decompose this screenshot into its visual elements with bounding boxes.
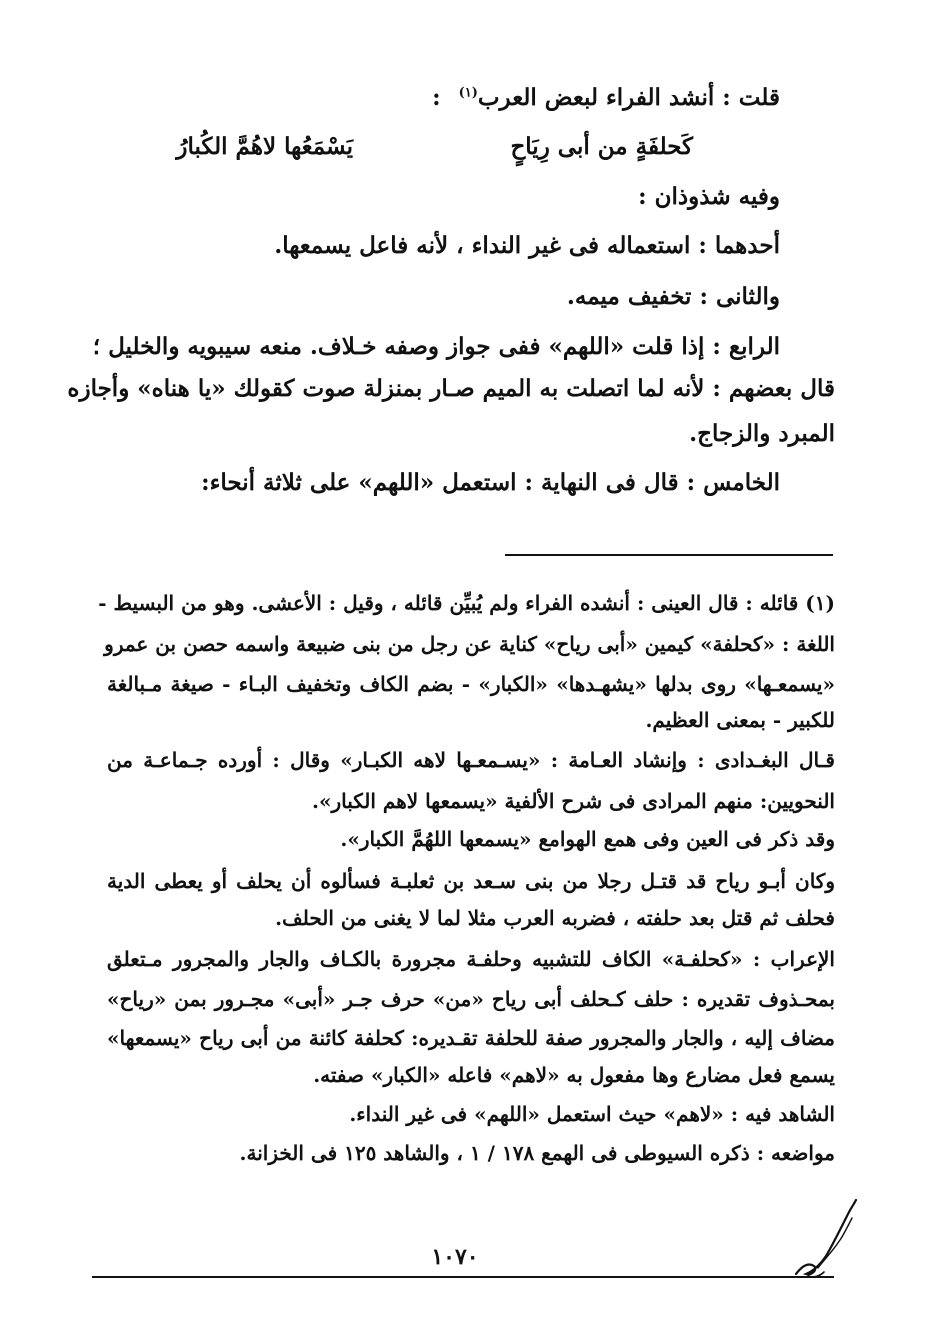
verse-first-hemistich: كَحلفَةٍ من أبى رِيَاحٍ [510, 133, 693, 160]
footnote-line: مواضعه : ذكره السيوطى فى الهمع ١٧٨ / ١ ، والشاهد ١٢٥ فى الخزانة. [239, 1141, 835, 1165]
footnote-line: وكان أبـو رياح قد قتـل رجلا من بنى سـعد بن ثعلبـة فسألوه أن يحلف أو يعطى الدية [107, 869, 835, 893]
main-line: الخامس : قال فى النهاية : استعمل «اللهم» على ثلاثة أنحاء: [201, 469, 780, 496]
main-line: قال بعضهم : لأنه لما اتصلت به الميم صـار بمنزلة صوت كقولك «يا هناه» وأجازه [67, 375, 835, 402]
bottom-rule [92, 1276, 834, 1278]
footnote-line: مضاف إليه ، والجار والمجرور صفة للحلفة تقـديره: كحلفة كائنة من أبى رياح «يسمعها» [107, 1026, 835, 1050]
footnote-ref: (١) [458, 85, 478, 101]
footnote-line: الإعراب : «كحلفـة» الكاف للتشبيه وحلفـة مجرورة بالكـاف والجار والمجرور مـتعلق [107, 947, 835, 971]
footnote-line: الشاهد فيه : «لاهم» حيث استعمل «اللهم» فى غير النداء. [349, 1102, 835, 1126]
intro-text: قلت : أنشد الفراء لبعض العرب [477, 84, 780, 111]
verse-second-hemistich: يَسْمَعُها لاهُمَّ الكُبارُ [176, 133, 353, 160]
main-line: أحدهما : استعماله فى غير النداء ، لأنه فاعل يسمعها. [274, 232, 780, 259]
main-line: المبرد والزجاج. [689, 420, 835, 447]
signature-mark-icon [788, 1196, 858, 1286]
footnote-line: (١) قائله : قال العينى : أنشده الفراء ولم يُبيِّن قائله ، وقيل : الأعشى. وهو من البسيط - [98, 591, 835, 615]
footnote-line: فحلف ثم قتل بعد حلفته ، فضربه العرب مثلا لما لا يغنى من الحلف. [275, 906, 835, 930]
footnote-line: وقد ذكر فى العين وفى همع الهوامع «يسمعها اللهُمَّ الكبار». [340, 827, 835, 851]
footnote-line: «يسمعـها» روى بدلها «يشهـدها» «الكبار» - بضم الكاف وتخفيف البـاء - صيغة مـبالغة [107, 672, 835, 696]
intro-line [432, 83, 780, 113]
intro-colon: : [432, 84, 441, 111]
footnote-line: بمحـذوف تقديره : حلف كـحلف أبى رياح «من» حرف جـر «أبى» مجـرور بمن «رياح» [107, 987, 835, 1011]
main-line: والثانى : تخفيف ميمه. [566, 283, 780, 310]
footnote-separator [505, 554, 833, 556]
footnote-line: النحويين: منهم المرادى فى شرح الألفية «يسمعها لاهم الكبار». [312, 789, 835, 813]
main-line: الرابع : إذا قلت «اللهم» ففى جواز وصفه خـلاف. منعه سيبويه والخليل ؛ [92, 333, 780, 360]
main-line: وفيه شذوذان : [638, 183, 780, 210]
footnote-line: اللغة : «كحلفة» كيمين «أبى رياح» كناية عن رجل من بنى ضبيعة واسمه حصن بن عمرو [104, 632, 835, 656]
page-number: ١٠٧٠ [431, 1244, 479, 1270]
footnote-line: للكبير - بمعنى العظيم. [645, 708, 835, 732]
footnote-line: قـال البغـدادى : وإنشاد العـامة : «يسـمعـها لاهه الكبـار» وقال : أورده جـماعـة من [107, 748, 835, 772]
footnote-line: يسمع فعل مضارع وها مفعول به «لاهم» فاعله «الكبار» صفته. [313, 1063, 835, 1087]
